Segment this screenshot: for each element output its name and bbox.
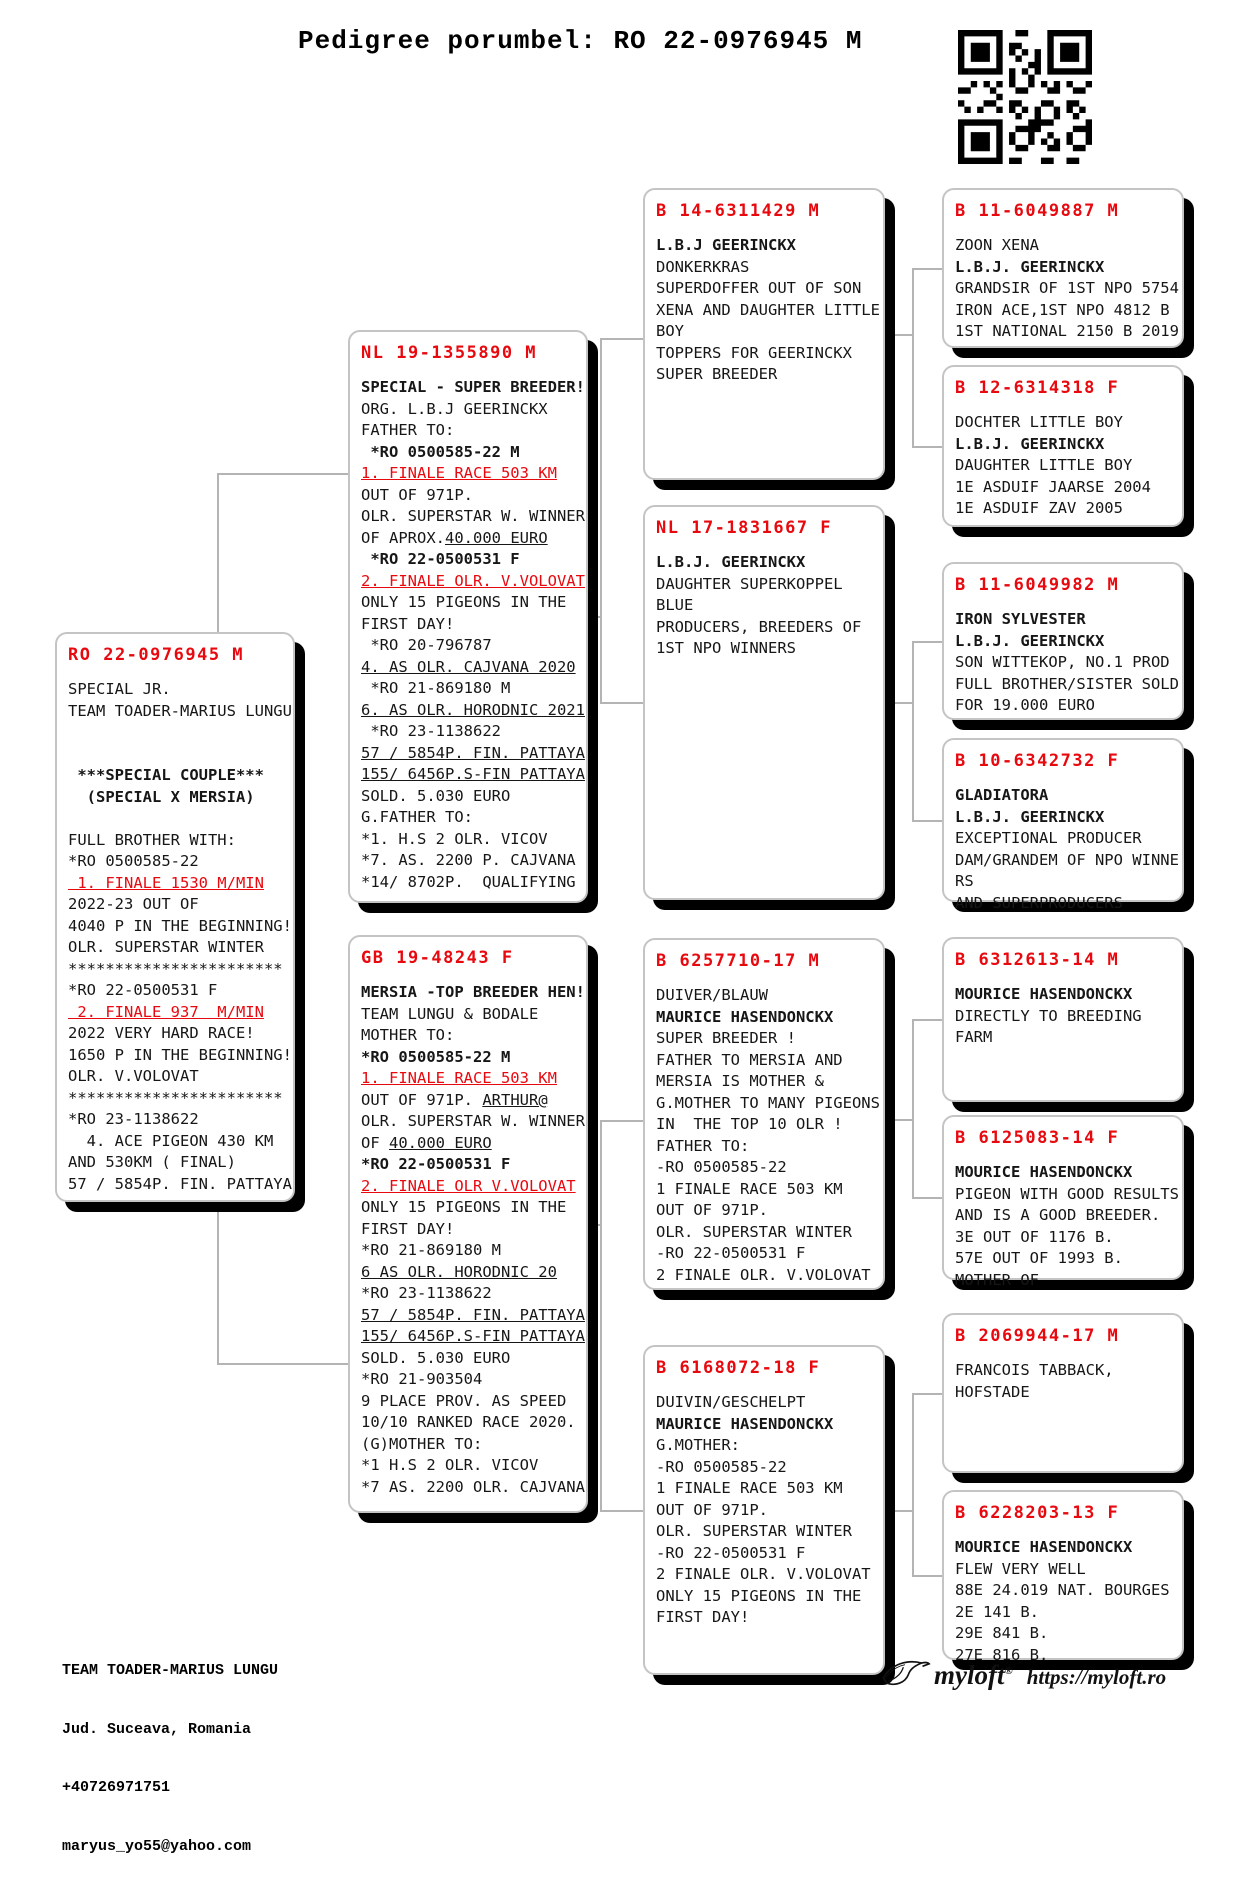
page-title: Pedigree porumbel: RO 22-0976945 M [298, 26, 863, 56]
pedigree-line: *RO 21-903504 [361, 1370, 483, 1388]
pedigree-line: *7 AS. 2200 OLR. CAJVANA [361, 1477, 585, 1496]
pedigree-line: OUT OF 971P. ARTHUR@ [361, 1090, 548, 1109]
pedigree-line: G.FATHER TO: [361, 808, 473, 826]
connector-line [912, 641, 914, 820]
pedigree-line: HOFSTADE [955, 1382, 1030, 1401]
pedigree-line [68, 722, 293, 744]
pedigree-line: 27E 816 B. [955, 1645, 1049, 1664]
pedigree-line: FIRST DAY! [361, 1219, 455, 1238]
pedigree-line: MAURICE HASENDONCKX [656, 1414, 834, 1433]
ring-number: GB 19-48243 F [361, 948, 514, 968]
connector-line [885, 334, 912, 336]
pedigree-line: SON WITTEKOP, NO.1 PROD [955, 653, 1170, 671]
pedigree-line: MOTHER TO: [361, 1026, 455, 1044]
pedigree-line: -RO 0500585-22 [656, 1158, 787, 1176]
pedigree-line: IRON SYLVESTER [955, 610, 1086, 628]
pedigree-line: DOCHTER LITTLE BOY [955, 413, 1123, 431]
pedigree-line: 88E 24.019 NAT. BOURGES [955, 1581, 1170, 1599]
pedigree-line: 1. FINALE RACE 503 KM [361, 1069, 557, 1087]
pedigree-line: DAM/GRANDEM OF NPO WINNE [955, 850, 1179, 869]
pedigree-line: *RO 21-869180 M [361, 1241, 501, 1259]
pedigree-line: -RO 22-0500531 F [656, 1543, 806, 1562]
ring-number: B 6168072-18 F [656, 1358, 821, 1378]
pedigree-line: XENA AND DAUGHTER LITTLE [656, 300, 880, 319]
pedigree-line: 1 FINALE RACE 503 KM [656, 1479, 843, 1497]
pedigree-line: TOPPERS FOR GEERINCKX [656, 343, 852, 362]
pedigree-line: GRANDSIR OF 1ST NPO 5754 [955, 279, 1179, 297]
pedigree-line: DIRECTLY TO BREEDING [955, 1006, 1142, 1025]
connector-line [912, 641, 942, 643]
pedigree-line: G.MOTHER TO MANY PIGEONS [656, 1093, 880, 1112]
pedigree-line: -RO 0500585-22 [656, 1457, 787, 1476]
pedigree-line: AND SUPERPRODUCERS [955, 893, 1123, 912]
pedigree-line: 57 / 5854P. FIN. PATTAYA [68, 1174, 292, 1193]
owner-email: maryus_yo55@yahoo.com [62, 1837, 252, 1855]
pedigree-line: FATHER TO: [361, 421, 455, 439]
owner-phone: +40726971751 [62, 1779, 171, 1796]
pedigree-line: *RO 22-0500531 F [361, 1155, 511, 1173]
pedigree-line: SUPERDOFFER OUT OF SON [656, 279, 862, 297]
myloft-url: https://myloft.ro [1026, 1665, 1167, 1689]
pedigree-line: *RO 20-796787 [361, 636, 492, 654]
pedigree-line: *RO 21-869180 M [361, 679, 511, 697]
pedigree-line: GLADIATORA [955, 786, 1049, 804]
pedigree-line: IN THE TOP 10 OLR ! [656, 1115, 843, 1133]
pedigree-line: *RO 23-1138622 [361, 722, 501, 740]
connector-line [600, 338, 602, 702]
pedigree-line: IRON ACE,1ST NPO 4812 B [955, 300, 1170, 319]
pedigree-line: DAUGHTER LITTLE BOY [955, 456, 1133, 474]
pedigree-line: *RO 0500585-22 M [361, 442, 520, 461]
pedigree-line: OUT OF 971P. [656, 1500, 768, 1519]
pedigree-line: FULL BROTHER WITH: [68, 830, 236, 849]
connector-line [912, 1393, 914, 1575]
pedigree-line: SOLD. 5.030 EURO [361, 1348, 511, 1367]
pedigree-box-ggm2 [942, 738, 1184, 912]
ring-number: NL 17-1831667 F [656, 518, 833, 538]
pedigree-line: *7. AS. 2200 P. CAJVANA [361, 851, 576, 869]
pedigree-line: OF 40.000 EURO [361, 1133, 492, 1152]
pedigree-box-father [348, 330, 588, 903]
connector-line [600, 1120, 602, 1510]
owner-location: Jud. Suceava, Romania [62, 1720, 252, 1738]
pedigree-line: *********************** [68, 1088, 283, 1107]
pedigree-line: 2 FINALE OLR. V.VOLOVAT [656, 1265, 871, 1284]
pedigree-line: *RO 23-1138622 [68, 1110, 199, 1128]
pedigree-line: OLR. SUPERSTAR W. WINNER [361, 507, 585, 525]
qr-code [958, 30, 1092, 164]
pedigree-line: FRANCOIS TABBACK, [955, 1361, 1114, 1379]
pedigree-line: PRODUCERS, BREEDERS OF [656, 617, 862, 636]
pedigree-line: DUIVER/BLAUW [656, 986, 768, 1004]
pedigree-line: TEAM LUNGU & BODALE [361, 1004, 539, 1023]
pedigree-line: MOURICE HASENDONCKX [955, 1538, 1133, 1556]
ring-number: B 6228203-13 F [955, 1503, 1120, 1523]
pedigree-box-subject [55, 632, 295, 1202]
pedigree-line: TEAM TOADER-MARIUS LUNGU [68, 701, 292, 720]
ring-number: B 10-6342732 F [955, 751, 1120, 771]
pedigree-line: OLR. V.VOLOVAT [68, 1067, 199, 1085]
connector-line [588, 1224, 600, 1226]
pedigree-line: 2. FINALE 937 M/MIN [68, 1002, 264, 1021]
pedigree-box-ggm1 [942, 365, 1184, 527]
pedigree-box-mgf [643, 938, 885, 1290]
pedigree-line [68, 744, 293, 766]
pedigree-line: L.B.J. GEERINCKX [955, 631, 1105, 650]
connector-line [600, 1120, 643, 1122]
pedigree-line: 2. FINALE OLR. V.VOLOVAT [361, 571, 585, 590]
pedigree-line: OUT OF 971P. [656, 1201, 768, 1219]
pedigree-line: FIRST DAY! [361, 614, 455, 633]
pedigree-line: *1. H.S 2 OLR. VICOV [361, 829, 548, 848]
pedigree-line: *14/ 8702P. QUALIFYING [361, 872, 576, 891]
myloft-branding [880, 1646, 1166, 1691]
pedigree-line: BOY [656, 322, 684, 340]
connector-line [912, 820, 942, 822]
ring-number: B 6257710-17 M [656, 951, 821, 971]
pedigree-line: 57 / 5854P. FIN. PATTAYA [361, 743, 585, 762]
connector-line [912, 1019, 942, 1021]
connector-line [885, 702, 912, 704]
pedigree-line: ONLY 15 PIGEONS IN THE [361, 1198, 567, 1216]
pedigree-line: BLUE [656, 596, 694, 614]
pedigree-line: FOR 19.000 EURO [955, 696, 1095, 714]
connector-line [217, 473, 348, 475]
pedigree-box-ggm3 [942, 1115, 1184, 1289]
pedigree-line: G.MOTHER: [656, 1436, 740, 1454]
pedigree-line: 6. AS OLR. HORODNIC 2021 [361, 700, 585, 719]
owner-contact [62, 1622, 278, 1895]
pedigree-line: AND IS A GOOD BREEDER. [955, 1206, 1161, 1224]
ring-number: RO 22-0976945 M [68, 645, 245, 665]
pedigree-line: 4. AS OLR. CAJVANA 2020 [361, 657, 576, 676]
connector-line [912, 1197, 942, 1199]
pedigree-line: ONLY 15 PIGEONS IN THE [656, 1586, 862, 1605]
pedigree-line: 9 PLACE PROV. AS SPEED [361, 1391, 567, 1410]
pedigree-box-mgm [643, 1345, 885, 1675]
pedigree-line: 1650 P IN THE BEGINNING! [68, 1045, 292, 1064]
ring-number: B 11-6049982 M [955, 575, 1120, 595]
pedigree-line: 1ST NATIONAL 2150 B 2019 [955, 322, 1179, 340]
pedigree-line: L.B.J GEERINCKX [656, 236, 796, 254]
pedigree-line: SPECIAL - SUPER BREEDER! [361, 378, 585, 396]
connector-line [885, 1119, 912, 1121]
pedigree-line: FLEW VERY WELL [955, 1559, 1086, 1578]
pedigree-line: DAUGHTER SUPERKOPPEL [656, 574, 843, 593]
connector-line [217, 473, 219, 632]
pedigree-line: OUT OF 971P. [361, 485, 473, 504]
pedigree-line: ORG. L.B.J GEERINCKX [361, 399, 548, 418]
connector-line [600, 1510, 643, 1512]
pedigree-line: *RO 0500585-22 [68, 852, 199, 870]
pedigree-line: MERSIA IS MOTHER & [656, 1072, 824, 1090]
pedigree-line: 155/ 6456P.S-FIN PATTAYA [361, 765, 585, 783]
pedigree-box-ggf4 [942, 1313, 1184, 1473]
ring-number: B 6312613-14 M [955, 950, 1120, 970]
connector-line [217, 1363, 348, 1365]
pedigree-line: (G)MOTHER TO: [361, 1434, 483, 1453]
pedigree-line: OLR. SUPERSTAR WINTER [68, 938, 264, 956]
pedigree-line: 57E OUT OF 1993 B. [955, 1249, 1123, 1267]
pedigree-line: FATHER TO MERSIA AND [656, 1050, 843, 1069]
myloft-logo-text: myloft® [934, 1660, 1013, 1690]
pedigree-line: ONLY 15 PIGEONS IN THE [361, 593, 567, 611]
pedigree-line: FATHER TO: [656, 1136, 750, 1155]
pedigree-line: MOURICE HASENDONCKX [955, 1163, 1133, 1181]
pedigree-line: 1E ASDUIF JAARSE 2004 [955, 477, 1151, 496]
pedigree-line: L.B.J. GEERINCKX [955, 807, 1105, 826]
connector-line [912, 1575, 942, 1577]
pedigree-line: EXCEPTIONAL PRODUCER [955, 829, 1142, 847]
pedigree-box-ggm4 [942, 1490, 1184, 1664]
pedigree-line: 4040 P IN THE BEGINNING! [68, 916, 292, 935]
pedigree-line: AND 530KM ( FINAL) [68, 1153, 236, 1171]
pedigree-box-mother [348, 935, 588, 1513]
pedigree-line: OLR. SUPERSTAR W. WINNER [361, 1112, 585, 1130]
ring-number: B 12-6314318 F [955, 378, 1120, 398]
pedigree-line: 3E OUT OF 1176 B. [955, 1227, 1114, 1246]
owner-name: TEAM TOADER-MARIUS LUNGU [62, 1662, 279, 1679]
pedigree-line: L.B.J. GEERINCKX [656, 553, 806, 571]
pedigree-line: MERSIA -TOP BREEDER HEN! [361, 983, 585, 1001]
pedigree-line: 155/ 6456P.S-FIN PATTAYA [361, 1327, 585, 1345]
pedigree-line: L.B.J. GEERINCKX [955, 434, 1105, 453]
pedigree-line: PIGEON WITH GOOD RESULTS [955, 1184, 1179, 1203]
pedigree-box-ggf2 [942, 562, 1184, 720]
pedigree-line: *RO 23-1138622 [361, 1284, 492, 1302]
pedigree-line: *RO 22-0500531 F [68, 981, 218, 999]
pedigree-line: SUPER BREEDER ! [656, 1029, 796, 1047]
pedigree-line: *********************** [68, 959, 283, 978]
pedigree-box-ggf3 [942, 937, 1184, 1102]
pedigree-line [68, 808, 293, 830]
ring-number: B 11-6049887 M [955, 201, 1120, 221]
ring-number: B 2069944-17 M [955, 1326, 1120, 1346]
pedigree-box-ggf1 [942, 188, 1184, 348]
connector-line [912, 1019, 914, 1197]
connector-line [588, 616, 600, 618]
pedigree-line: ZOON XENA [955, 236, 1039, 254]
connector-line [885, 1510, 912, 1512]
pedigree-line: *1 H.S 2 OLR. VICOV [361, 1456, 539, 1474]
pedigree-line: 29E 841 B. [955, 1624, 1049, 1642]
pedigree-line: 1E ASDUIF ZAV 2005 [955, 499, 1123, 517]
pedigree-line: 1 FINALE RACE 503 KM [656, 1179, 843, 1198]
connector-line [600, 702, 643, 704]
pedigree-line: OLR. SUPERSTAR WINTER [656, 1522, 852, 1540]
connector-line [600, 338, 643, 340]
pedigree-line: 1ST NPO WINNERS [656, 639, 796, 657]
pedigree-box-pgf [643, 188, 885, 480]
ring-number: NL 19-1355890 M [361, 343, 538, 363]
pedigree-line: OLR. SUPERSTAR WINTER [656, 1222, 852, 1241]
pedigree-line: DUIVIN/GESCHELPT [656, 1393, 806, 1411]
registered-mark: ® [1004, 1665, 1013, 1677]
pedigree-line: 2022 VERY HARD RACE! [68, 1024, 255, 1042]
ring-number: B 6125083-14 F [955, 1128, 1120, 1148]
pedigree-line: 2022-23 OUT OF [68, 895, 199, 913]
pedigree-line: ***SPECIAL COUPLE*** [68, 766, 264, 784]
connector-line [912, 1393, 942, 1395]
pedigree-line: FULL BROTHER/SISTER SOLD [955, 674, 1179, 693]
pedigree-line: 2. FINALE OLR V.VOLOVAT [361, 1176, 576, 1195]
pedigree-line: *RO 22-0500531 F [361, 550, 520, 568]
pedigree-line: RS [955, 872, 974, 890]
pedigree-line: 1. FINALE RACE 503 KM [361, 464, 557, 482]
connector-line [217, 1202, 219, 1363]
pedigree-line: OF APROX.40.000 EURO [361, 528, 548, 547]
pedigree-line: FARM [955, 1028, 993, 1046]
pedigree-line: 4. ACE PIGEON 430 KM [68, 1131, 274, 1150]
pedigree-line: SPECIAL JR. [68, 680, 171, 698]
pedigree-line: 6 AS OLR. HORODNIC 20 [361, 1262, 557, 1281]
pedigree-line: 2 FINALE OLR. V.VOLOVAT [656, 1565, 871, 1583]
pedigree-line: MAURICE HASENDONCKX [656, 1007, 834, 1026]
connector-line [912, 268, 914, 446]
ring-number: B 14-6311429 M [656, 201, 821, 221]
pedigree-line: DONKERKRAS [656, 257, 750, 276]
pedigree-line: SOLD. 5.030 EURO [361, 786, 511, 805]
pedigree-line: -RO 22-0500531 F [656, 1244, 806, 1262]
bird-logo-icon [880, 1654, 930, 1692]
pedigree-line: MOURICE HASENDONCKX [955, 985, 1133, 1003]
pedigree-line: *RO 0500585-22 M [361, 1047, 511, 1066]
pedigree-line: L.B.J. GEERINCKX [955, 257, 1105, 276]
pedigree-line: SUPER BREEDER [656, 365, 778, 383]
pedigree-line: (SPECIAL X MERSIA) [68, 787, 255, 806]
pedigree-box-pgm [643, 505, 885, 900]
connector-line [912, 446, 942, 448]
pedigree-line: 57 / 5854P. FIN. PATTAYA [361, 1305, 585, 1324]
pedigree-line: 10/10 RANKED RACE 2020. [361, 1413, 576, 1431]
pedigree-line: FIRST DAY! [656, 1608, 750, 1626]
pedigree-line: 1. FINALE 1530 M/MIN [68, 873, 264, 892]
pedigree-line: MOTHER OF [955, 1270, 1039, 1289]
connector-line [912, 268, 942, 270]
pedigree-line: 2E 141 B. [955, 1602, 1039, 1621]
